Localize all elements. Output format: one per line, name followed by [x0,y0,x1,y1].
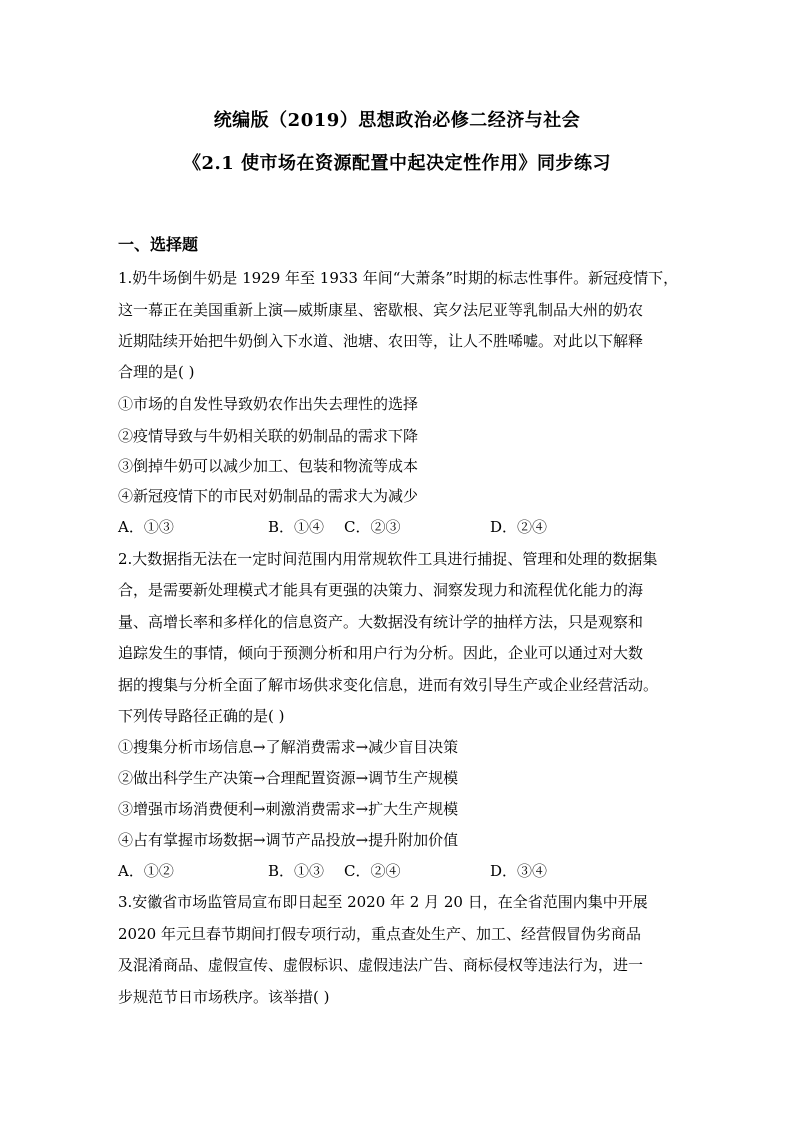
choice-c[interactable]: C．②③ [344,518,401,536]
question-1-statement-4: ④新冠疫情下的市民对奶制品的需求大为减少 [118,487,419,505]
question-2-statement-4: ④占有掌握市场数据→调节产品投放→提升附加价值 [118,831,459,849]
question-3-stem-line: 及混淆商品、虚假宣传、虚假标识、虚假违法广告、商标侵权等违法行为，进一 [118,956,644,974]
choice-a[interactable]: A．①③ [118,518,174,536]
choice-b[interactable]: B．①④ [268,518,325,536]
question-1-statement-2: ②疫情导致与牛奶相关联的奶制品的需求下降 [118,427,419,445]
question-1-stem-line: 1.奶牛场倒牛奶是 1929 年至 1933 年间“大萧条”时期的标志性事件。新冠疫情下， [118,269,679,287]
question-2-choices [118,861,678,881]
question-2-statement-3: ③增强市场消费便利→刺激消费需求→扩大生产规模 [118,800,459,818]
question-3-stem-line: 步规范节日市场秩序。该举措( ) [118,988,330,1006]
question-2-statement-1: ①搜集分析市场信息→了解消费需求→减少盲目决策 [118,738,459,756]
section-heading: 一、选择题 [118,235,199,254]
document-title: 统编版（2019）思想政治必修二经济与社会 [213,110,581,131]
document-subtitle: 《2.1 使市场在资源配置中起决定性作用》同步练习 [182,153,612,174]
question-2-stem-line: 追踪发生的事情，倾向于预测分析和用户行为分析。因此，企业可以通过对大数 [118,644,644,662]
choice-d[interactable]: D．③④ [490,862,548,880]
question-2-stem-line: 量、高增长率和多样化的信息资产。大数据没有统计学的抽样方法，只是观察和 [118,613,644,631]
question-2-stem-line: 据的搜集与分析全面了解市场供求变化信息，进而有效引导生产或企业经营活动。 [118,676,659,694]
choice-b[interactable]: B．①③ [268,862,325,880]
question-2-stem-line: 合，是需要新处理模式才能具有更强的决策力、洞察发现力和流程优化能力的海 [118,581,644,599]
question-1-stem-line: 合理的是( ) [118,363,195,381]
choice-c[interactable]: C．②④ [344,862,401,880]
question-1-stem-line: 这一幕正在美国重新上演—威斯康星、密歇根、宾夕法尼亚等乳制品大州的奶农 [118,301,644,319]
question-3-stem-line: 2020 年元旦春节期间打假专项行动，重点查处生产、加工、经营假冒伪劣商品 [118,925,641,943]
choice-a[interactable]: A．①② [118,862,174,880]
choice-d[interactable]: D．②④ [490,518,548,536]
question-2-stem-line: 2.大数据指无法在一定时间范围内用常规软件工具进行捕捉、管理和处理的数据集 [118,550,658,568]
question-2-stem-line: 下列传导路径正确的是( ) [118,707,285,725]
question-1-choices [118,517,678,537]
question-1-statement-3: ③倒掉牛奶可以减少加工、包装和物流等成本 [118,457,419,475]
question-1-stem-line: 近期陆续开始把牛奶倒入下水道、池塘、农田等，让人不胜唏嘘。对此以下解释 [118,332,644,350]
question-2-statement-2: ②做出科学生产决策→合理配置资源→调节生产规模 [118,769,459,787]
question-3-stem-line: 3.安徽省市场监管局宣布即日起至 2020 年 2 月 20 日，在全省范围内集中开展 [118,893,648,911]
question-1-statement-1: ①市场的自发性导致奶农作出失去理性的选择 [118,395,419,413]
